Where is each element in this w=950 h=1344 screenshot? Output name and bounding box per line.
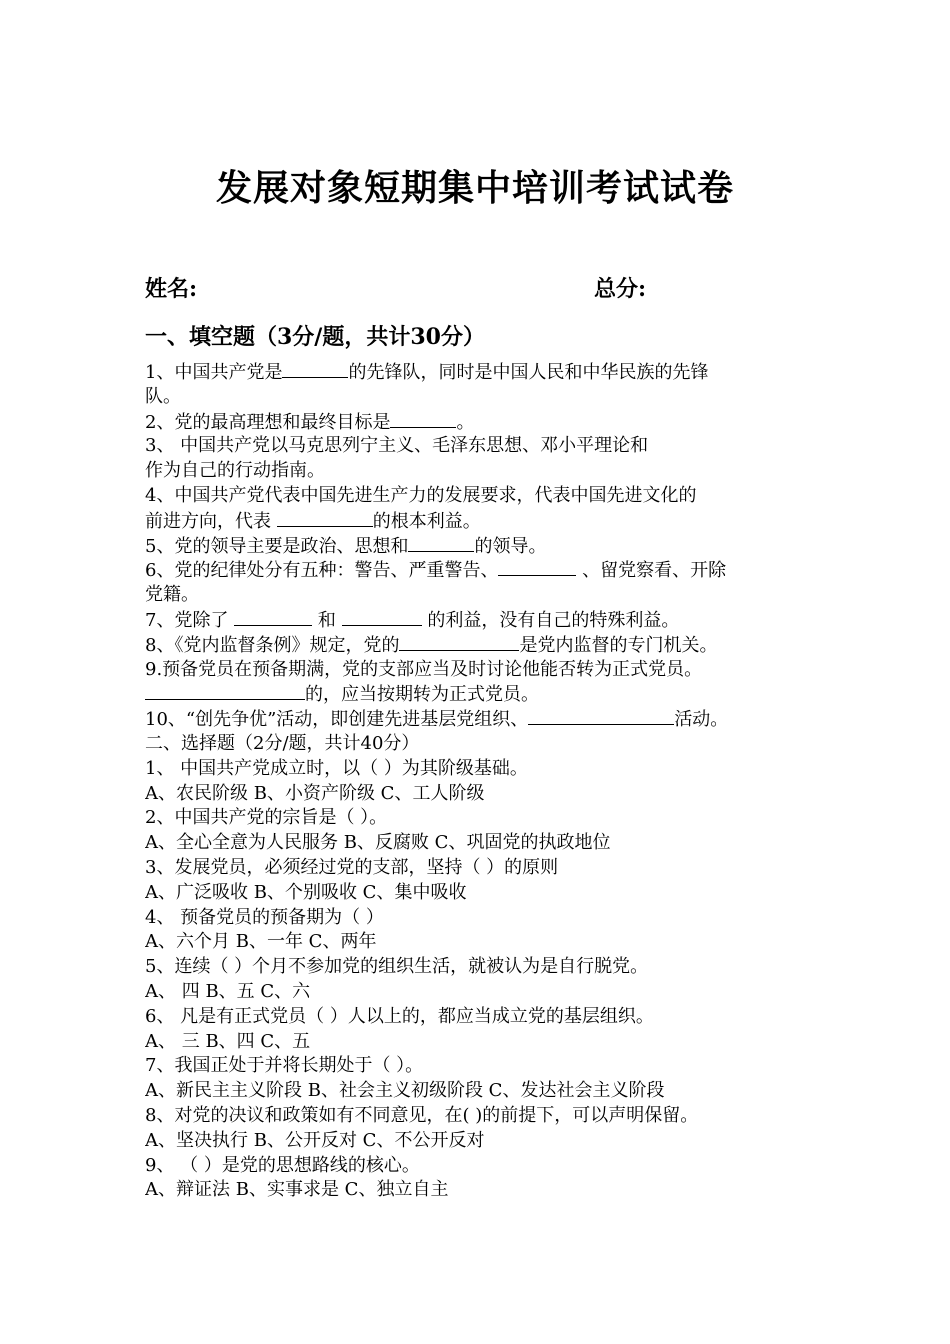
question-line: 5、连续（ ）个月不参加党的组织生活，就被认为是自行脱党。 — [145, 956, 649, 978]
options-line: A、 四 B、五 C、六 — [145, 980, 311, 1002]
options-line: A、广泛吸收 B、个别吸收 C、集中吸收 — [145, 881, 467, 903]
answer-blank[interactable] — [234, 608, 312, 626]
options-line: A、坚决执行 B、公开反对 C、不公开反对 — [145, 1129, 485, 1151]
line-text: 的利益，没有自己的特殊利益。 — [421, 609, 680, 631]
answer-blank[interactable] — [528, 707, 674, 725]
question-line: 1、 中国共产党成立时，以（ ）为其阶级基础。 — [145, 757, 528, 779]
fill-blank-line — [145, 534, 825, 559]
line-text: 7、党除了 — [145, 609, 235, 631]
fill-blank-line — [145, 707, 825, 732]
exam-title: 发展对象短期集中培训考试试卷 — [215, 167, 734, 209]
fill-blank-section — [145, 360, 825, 732]
question-line: 8、对党的决议和政策如有不同意见，在( )的前提下，可以声明保留。 — [145, 1104, 699, 1126]
fill-blank-line — [145, 558, 825, 583]
fill-blank-line — [145, 484, 825, 509]
section-choice-heading: 二、选择题（2分/题，共计40分） — [145, 732, 420, 754]
section-fill-blank-heading: 一、填空题（3分/题，共计30分） — [145, 324, 485, 350]
line-text: 的根本利益。 — [372, 510, 481, 532]
line-text: 9.预备党员在预备期满，党的支部应当及时讨论他能否转为正式党员。 — [145, 658, 703, 680]
fill-blank-line — [145, 410, 825, 435]
options-line: A、全心全意为人民服务 B、反腐败 C、巩固党的执政地位 — [145, 832, 611, 854]
question-line: 9、 （ ）是党的思想路线的核心。 — [145, 1154, 420, 1176]
answer-blank[interactable] — [390, 410, 456, 428]
line-text: 作为自己的行动指南。 — [145, 460, 325, 482]
line-text: 10、“创先争优”活动，即创建先进基层党组织、 — [145, 709, 529, 731]
answer-blank[interactable] — [145, 682, 305, 700]
line-text: 3、 中国共产党以马克思列宁主义、毛泽东思想、邓小平理论和 — [145, 435, 649, 457]
line-text: 。 — [456, 411, 475, 433]
line-text: 的，应当按期转为正式党员。 — [305, 684, 539, 706]
fill-blank-line — [145, 360, 825, 385]
answer-blank[interactable] — [282, 360, 348, 378]
line-text: 前进方向，代表 — [145, 510, 277, 532]
answer-blank[interactable] — [408, 534, 474, 552]
fill-blank-line — [145, 509, 825, 534]
question-line: 6、 凡是有正式党员（ ）人以上的，都应当成立党的基层组织。 — [145, 1005, 654, 1027]
fill-blank-line — [145, 682, 825, 707]
question-line: 7、我国正处于并将长期处于（ ）。 — [145, 1055, 424, 1077]
line-text: 8、《党内监督条例》规定，党的 — [145, 634, 400, 656]
line-text: 队。 — [145, 385, 181, 407]
answer-blank[interactable] — [498, 558, 576, 576]
exam-body — [145, 360, 825, 1203]
question-line: 4、 预备党员的预备期为（ ） — [145, 906, 384, 928]
line-text: 4、中国共产党代表中国先进生产力的发展要求，代表中国先进文化的 — [145, 484, 697, 506]
answer-blank[interactable] — [277, 509, 373, 527]
answer-blank[interactable] — [342, 608, 422, 626]
line-text: 和 — [312, 609, 342, 631]
line-text: 是党内监督的专门机关。 — [519, 634, 718, 656]
fill-blank-line — [145, 434, 825, 459]
question-line: 2、中国共产党的宗旨是（ ）。 — [145, 807, 388, 829]
line-text: 、留党察看、开除 — [576, 560, 727, 582]
line-text: 2、党的最高理想和最终目标是 — [145, 411, 391, 433]
exam-info-row — [145, 272, 825, 306]
fill-blank-line — [145, 459, 825, 484]
total-score-label: 总分: — [594, 276, 647, 302]
answer-blank[interactable] — [399, 633, 519, 651]
line-text: 1、中国共产党是 — [145, 362, 283, 383]
options-line: A、新民主主义阶段 B、社会主义初级阶段 C、发达社会主义阶段 — [145, 1080, 665, 1102]
line-text: 活动。 — [674, 709, 729, 731]
fill-blank-line — [145, 608, 825, 633]
line-text: 的先锋队，同时是中国人民和中华民族的先锋 — [348, 362, 709, 383]
line-text: 的领导。 — [474, 535, 547, 557]
fill-blank-line — [145, 633, 825, 658]
fill-blank-line — [145, 583, 825, 608]
options-line: A、辩证法 B、实事求是 C、独立自主 — [145, 1179, 449, 1201]
line-text: 5、党的领导主要是政治、思想和 — [145, 535, 409, 557]
question-line: 3、发展党员，必须经过党的支部，坚持（ ）的原则 — [145, 856, 559, 878]
options-line: A、 三 B、四 C、五 — [145, 1030, 311, 1052]
options-line: A、农民阶级 B、小资产阶级 C、工人阶级 — [145, 782, 485, 804]
choice-section — [145, 757, 825, 1203]
fill-blank-line — [145, 385, 825, 410]
line-text: 6、党的纪律处分有五种：警告、严重警告、 — [145, 560, 499, 582]
options-line: A、六个月 B、一年 C、两年 — [145, 931, 377, 953]
name-label: 姓名: — [145, 276, 198, 302]
fill-blank-line — [145, 658, 825, 683]
line-text: 党籍。 — [145, 584, 199, 606]
